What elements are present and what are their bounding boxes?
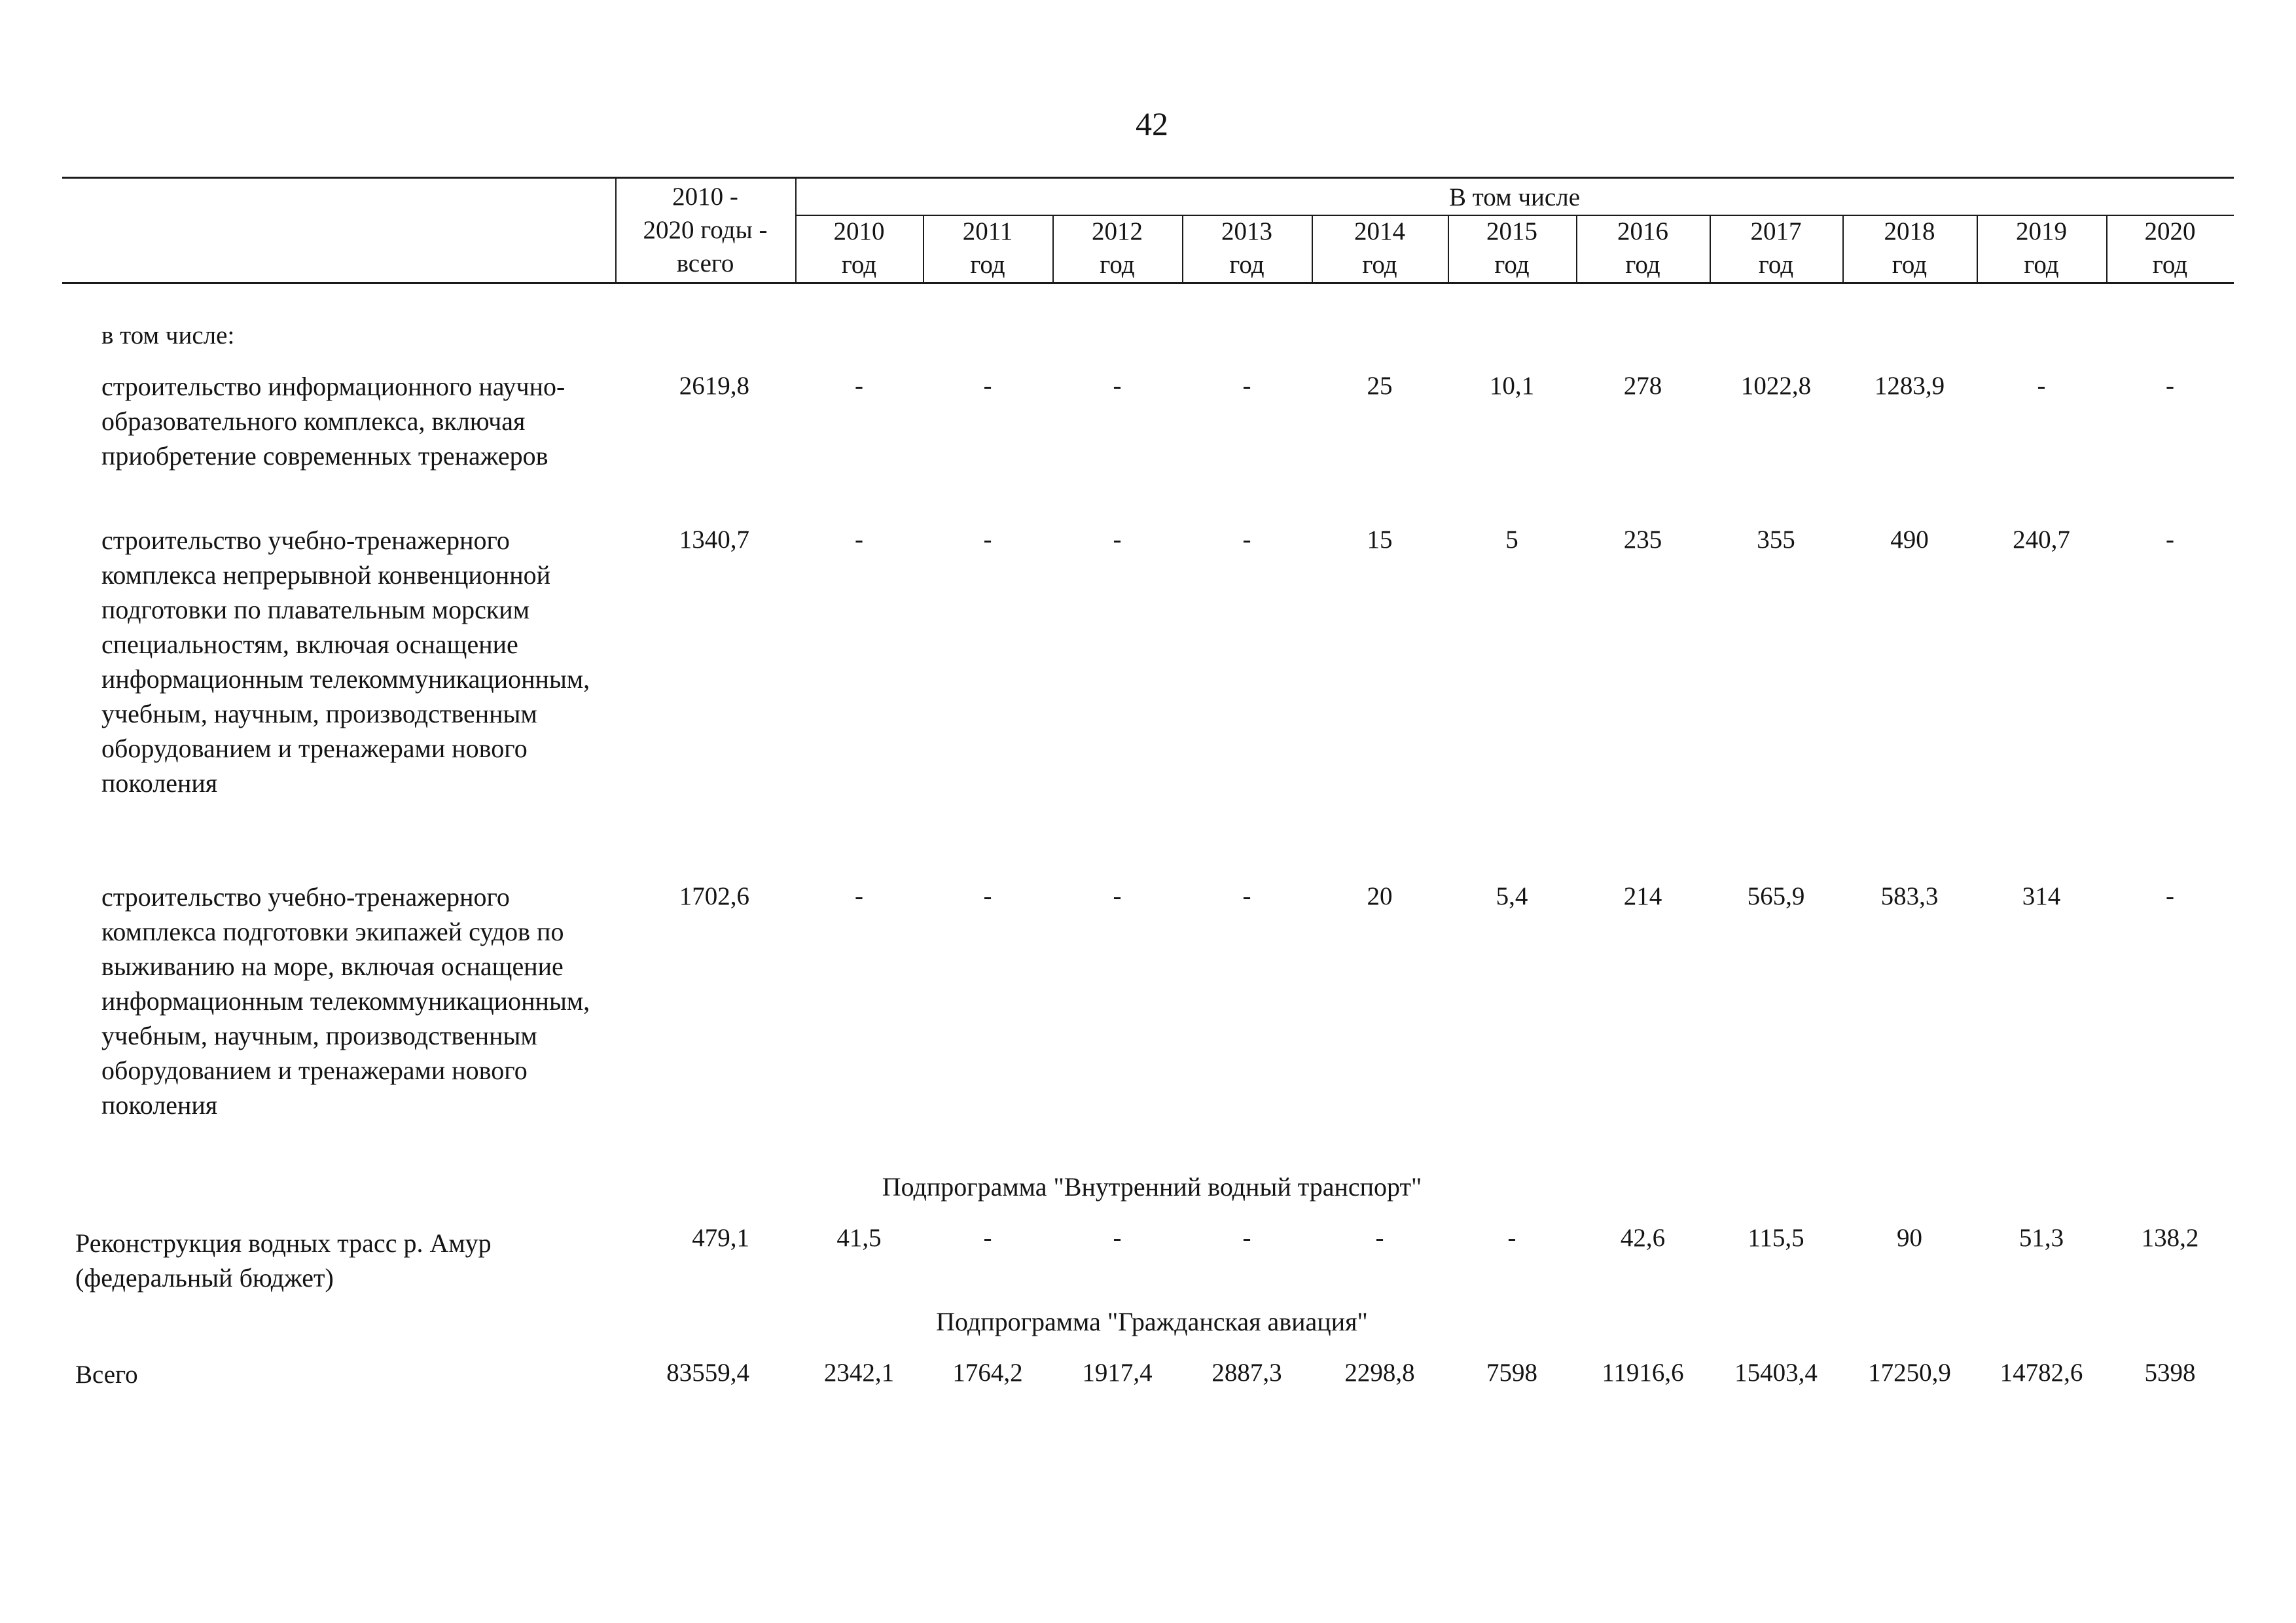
row-total-value-2011: 1764,2 [952, 1359, 1023, 1387]
header-year-value: 2016 [1617, 217, 1668, 245]
row-3-value-2016: 214 [1623, 882, 1662, 910]
header-year-value: 2012 [1092, 217, 1143, 245]
subprogram-civil-aviation: Подпрограмма "Гражданская авиация" [936, 1307, 1368, 1336]
row-total-value-2019: 14782,6 [2000, 1359, 2083, 1387]
row-amur-value-2020: 138,2 [2141, 1224, 2199, 1252]
row-2-value-2010: - [855, 526, 863, 554]
row-3-description: строительство учебно-тренажерного комплекса подготовки экипажей судов по выживанию на море, включая оснащение информационным телекоммуникационным, учебным, научным, производственным оборудованием и тренажерами нового поколения [101, 882, 590, 1120]
row-3-value-2018: 583,3 [1880, 882, 1939, 910]
header-year-2010 [795, 215, 923, 281]
row-amur-value-2013: - [1242, 1224, 1251, 1252]
row-total-value-2020: 5398 [2144, 1359, 2196, 1387]
header-year-value: 2011 [962, 217, 1013, 245]
header-year-value: 2020 [2144, 217, 2196, 245]
row-1-value-2013: - [1242, 372, 1251, 400]
row-1-value-2015: 10,1 [1489, 372, 1535, 400]
row-2-description: строительство учебно-тренажерного комплекса непрерывной конвенционной подготовки по плавательным морским специальностям, включая оснащение информационным телекоммуникационным, учебным, научным, производственным оборудованием и тренажерами нового поколения [101, 526, 590, 798]
header-bottom-rule [62, 282, 2234, 284]
header-year-unit: год [1362, 251, 1397, 279]
header-year-unit: год [1758, 251, 1794, 279]
row-amur-value-2014: - [1375, 1224, 1384, 1252]
header-year-unit: год [970, 251, 1005, 279]
row-amur-value-2011: - [983, 1224, 992, 1252]
row-total-total: 83559,4 [666, 1359, 749, 1387]
row-3-total: 1702,6 [679, 882, 749, 910]
row-amur-value-2016: 42,6 [1620, 1224, 1666, 1252]
row-3-value-2019: 314 [2022, 882, 2061, 910]
row-2-value-2011: - [983, 526, 992, 554]
row-2-value-2019: 240,7 [2013, 526, 2070, 554]
row-1-value-2010: - [855, 372, 863, 400]
row-total-label: Всего [75, 1361, 138, 1389]
row-1-value-2014: 25 [1367, 372, 1393, 400]
row-2-value-2015: 5 [1505, 526, 1518, 554]
row-3-value-2013: - [1242, 882, 1251, 910]
header-year-value: 2017 [1750, 217, 1802, 245]
row-2-value-2012: - [1113, 526, 1122, 554]
row-2-value-2014: 15 [1367, 526, 1393, 554]
row-total-value-2015: 7598 [1486, 1359, 1537, 1387]
header-year-2014 [1312, 215, 1448, 281]
page-number: 42 [1136, 105, 1168, 142]
header-year-2019 [1977, 215, 2106, 281]
row-3-value-2020: - [2166, 882, 2174, 910]
row-3-value-2010: - [855, 882, 863, 910]
header-year-unit: год [2024, 251, 2059, 279]
header-year-2017 [1710, 215, 1842, 281]
row-amur-description: Реконструкция водных трасс р. Амур (федеральный бюджет) [75, 1228, 492, 1293]
row-1-value-2016: 278 [1623, 372, 1662, 400]
row-1-value-2011: - [983, 372, 992, 400]
row-amur-value-2010: 41,5 [836, 1224, 882, 1252]
header-total-line1: 2010 - [672, 183, 738, 211]
row-amur-value-2018: 90 [1897, 1224, 1922, 1252]
header-year-unit: год [1100, 251, 1135, 279]
row-2-value-2016: 235 [1623, 526, 1662, 554]
row-1-value-2017: 1022,8 [1740, 372, 1812, 400]
row-1-value-2020: - [2166, 372, 2174, 400]
header-year-value: 2018 [1884, 217, 1935, 245]
header-year-value: 2010 [833, 217, 885, 245]
row-total-value-2012: 1917,4 [1082, 1359, 1153, 1387]
header-year-2020 [2106, 215, 2234, 281]
header-group-label: В том числе [1448, 183, 1581, 211]
row-amur-value-2017: 115,5 [1748, 1224, 1804, 1252]
header-top-rule [62, 177, 2234, 179]
row-1-value-2019: - [2037, 372, 2046, 400]
header-year-2013 [1182, 215, 1312, 281]
row-amur-value-2012: - [1113, 1224, 1122, 1252]
header-year-unit: год [2152, 251, 2188, 279]
header-year-unit: год [1625, 251, 1660, 279]
row-3-value-2012: - [1113, 882, 1122, 910]
row-2-value-2020: - [2166, 526, 2174, 554]
row-2-value-2018: 490 [1890, 526, 1929, 554]
row-total-value-2016: 11916,6 [1602, 1359, 1684, 1387]
header-year-unit: год [1892, 251, 1928, 279]
row-3-value-2014: 20 [1367, 882, 1393, 910]
row-1-description: строительство информационного научно-образовательного комплекса, включая приобретение современных тренажеров [101, 372, 565, 471]
row-3-value-2015: 5,4 [1496, 882, 1528, 910]
row-2-value-2013: - [1242, 526, 1251, 554]
row-amur-value-2015: - [1507, 1224, 1516, 1252]
row-1-value-2018: 1283,9 [1874, 372, 1945, 400]
header-year-value: 2019 [2016, 217, 2067, 245]
row-total-value-2018: 17250,9 [1868, 1359, 1951, 1387]
header-year-value: 2014 [1354, 217, 1405, 245]
row-2-total: 1340,7 [679, 526, 749, 554]
header-year-2015 [1448, 215, 1576, 281]
header-year-unit: год [1494, 251, 1530, 279]
row-total-value-2014: 2298,8 [1344, 1359, 1415, 1387]
row-1-total: 2619,8 [679, 372, 749, 400]
row-2-value-2017: 355 [1757, 526, 1795, 554]
header-total-column [615, 180, 795, 280]
header-year-2012 [1052, 215, 1182, 281]
header-year-2018 [1842, 215, 1977, 281]
row-3-value-2011: - [983, 882, 992, 910]
header-year-2011 [923, 215, 1052, 281]
subprogram-water-transport: Подпрограмма "Внутренний водный транспорт" [882, 1172, 1422, 1202]
row-total-value-2017: 15403,4 [1734, 1359, 1818, 1387]
header-year-value: 2013 [1221, 217, 1272, 245]
row-total-value-2010: 2342,1 [823, 1359, 895, 1387]
header-year-2016 [1576, 215, 1710, 281]
row-3-value-2017: 565,9 [1747, 882, 1805, 910]
header-total-line3: всего [676, 249, 734, 277]
header-year-unit: год [841, 251, 877, 279]
header-year-unit: год [1229, 251, 1265, 279]
row-amur-value-2019: 51,3 [2018, 1224, 2064, 1252]
row-amur-total: 479,1 [692, 1224, 749, 1252]
section-label: в том числе: [101, 321, 235, 349]
row-1-value-2012: - [1113, 372, 1122, 400]
header-total-line2: 2020 годы - [643, 216, 768, 244]
row-total-value-2013: 2887,3 [1211, 1359, 1282, 1387]
header-year-value: 2015 [1486, 217, 1537, 245]
